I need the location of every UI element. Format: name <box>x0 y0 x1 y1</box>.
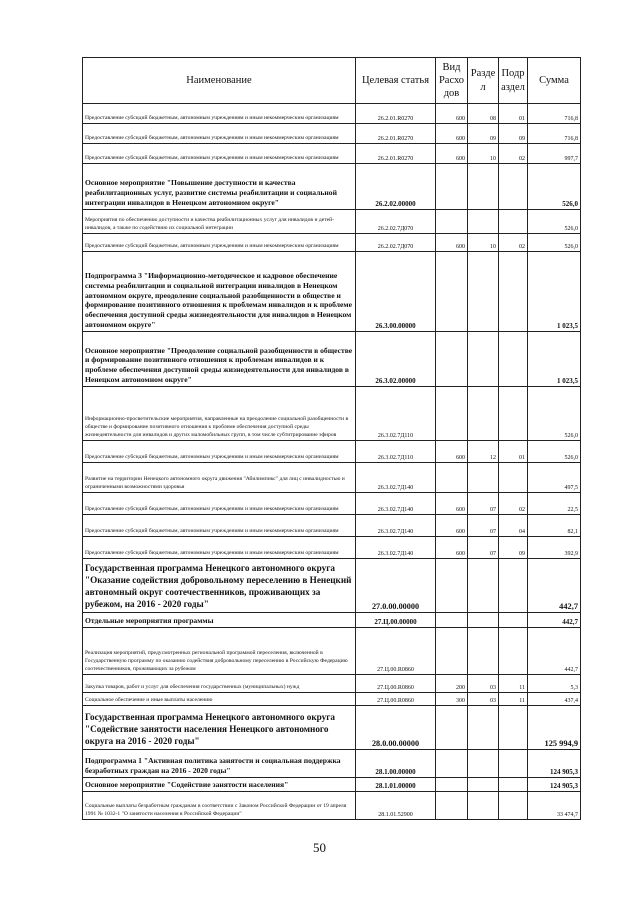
cell-amount: 526,0 <box>528 441 581 463</box>
cell-expense-type: 600 <box>436 537 468 559</box>
cell-section: 10 <box>468 144 499 164</box>
table-row <box>83 537 581 559</box>
table-row <box>83 515 581 537</box>
cell-expense-type <box>436 778 468 792</box>
cell-expense-type <box>436 252 468 332</box>
cell-target-code: 26.3.00.00000 <box>356 252 436 332</box>
cell-subsection <box>499 463 528 493</box>
cell-name: Основное мероприятие "Содействие занятости населения" <box>83 778 356 792</box>
cell-section <box>468 613 499 628</box>
cell-target-code: 26.2.01.R0270 <box>356 144 436 164</box>
cell-name: Мероприятия по обеспечению доступности и качества реабилитационных услуг для инвалидов и детей-инвалидов, а также по содействию их социальной интеграции <box>83 210 356 234</box>
cell-target-code: 26.2.02.7Д070 <box>356 234 436 252</box>
cell-section: 03 <box>468 675 499 693</box>
cell-amount: 125 994,9 <box>528 706 581 750</box>
cell-expense-type: 200 <box>436 675 468 693</box>
cell-name: Информационно-просветительские мероприятия, направленные на преодоление социальной разобщенности в обществе и формирование позитивного отношения к проблеме обеспечения доступной среды жизнедеятельности для инвалидов и других маломобильных групп, в том числе субтитрирование эфиров <box>83 387 356 441</box>
cell-target-code: 26.3.02.7Д140 <box>356 463 436 493</box>
cell-name: Предоставление субсидий бюджетным, автономным учреждениям и иным некоммерческим организациям <box>83 104 356 124</box>
header-amount: Сумма <box>528 58 581 104</box>
cell-expense-type: 600 <box>436 104 468 124</box>
cell-name: Реализация мероприятий, предусмотренных региональной программой переселения, включенной в Государственную программу по оказанию содействия добровольному переселению в Российскую Федерацию соотечественников, проживающих за рубежом <box>83 628 356 675</box>
cell-target-code: 28.1.01.52900 <box>356 792 436 820</box>
cell-target-code: 26.3.02.7Д140 <box>356 537 436 559</box>
cell-target-code: 26.3.02.7Д110 <box>356 387 436 441</box>
table-row <box>83 124 581 144</box>
cell-name: Подпрограмма 3 "Информационно-методическое и кадровое обеспечение системы реабилитации и социальной интеграции инвалидов в Ненецком автономном округе, преодоление социальной разобщенности в обществе и формирование позитивного отношения к проблемам инвалидов и к проблеме обеспечения доступной среды жизнедеятельности для инвалидов в Ненецком автономном округе" <box>83 252 356 332</box>
budget-table <box>82 57 581 820</box>
cell-name: Развитие на территории Ненецкого автономного округа движения "Абилимпикс" для лиц с инвалидностью и ограниченными возможностями здоровья <box>83 463 356 493</box>
cell-name: Государственная программа Ненецкого автономного округа "Содействие занятости населения Ненецкого автономного округа на 2016 - 2020 годы" <box>83 706 356 750</box>
cell-target-code: 26.3.02.7Д140 <box>356 493 436 515</box>
cell-subsection: 04 <box>499 515 528 537</box>
cell-target-code: 27.Ц.00.R0860 <box>356 628 436 675</box>
cell-subsection <box>499 164 528 210</box>
cell-subsection <box>499 628 528 675</box>
cell-amount: 997,7 <box>528 144 581 164</box>
table-row <box>83 387 581 441</box>
cell-name: Предоставление субсидий бюджетным, автономным учреждениям и иным некоммерческим организациям <box>83 144 356 164</box>
cell-subsection: 09 <box>499 124 528 144</box>
header-name: Наименование <box>83 58 356 104</box>
cell-section <box>468 792 499 820</box>
cell-name: Социальное обеспечение и иные выплаты населению <box>83 693 356 706</box>
cell-section: 12 <box>468 441 499 463</box>
cell-amount: 5,3 <box>528 675 581 693</box>
table-row <box>83 234 581 252</box>
table-row <box>83 332 581 387</box>
cell-section <box>468 628 499 675</box>
cell-amount: 124 905,3 <box>528 778 581 792</box>
cell-expense-type <box>436 613 468 628</box>
cell-section <box>468 778 499 792</box>
cell-section <box>468 332 499 387</box>
cell-name: Социальные выплаты безработным гражданам в соответствии с Законом Российской Федерации от 19 апреля 1991 № 1032-1 "О занятости населения в Российской Федерации" <box>83 792 356 820</box>
table-row <box>83 144 581 164</box>
cell-name: Предоставление субсидий бюджетным, автономным учреждениям и иным некоммерческим организациям <box>83 537 356 559</box>
cell-amount: 716,8 <box>528 124 581 144</box>
cell-expense-type: 600 <box>436 234 468 252</box>
cell-expense-type <box>436 164 468 210</box>
cell-expense-type <box>436 210 468 234</box>
cell-target-code: 27.0.00.00000 <box>356 559 436 613</box>
cell-subsection <box>499 750 528 778</box>
cell-amount: 33 474,7 <box>528 792 581 820</box>
table-row <box>83 628 581 675</box>
cell-subsection: 01 <box>499 441 528 463</box>
cell-name: Предоставление субсидий бюджетным, автономным учреждениям и иным некоммерческим организациям <box>83 441 356 463</box>
cell-expense-type: 300 <box>436 693 468 706</box>
cell-expense-type <box>436 463 468 493</box>
cell-section: 03 <box>468 693 499 706</box>
cell-subsection <box>499 792 528 820</box>
cell-amount: 497,5 <box>528 463 581 493</box>
cell-subsection <box>499 252 528 332</box>
cell-section <box>468 559 499 613</box>
header-row <box>83 58 581 104</box>
table-row <box>83 559 581 613</box>
cell-name: Государственная программа Ненецкого автономного округа "Оказание содействия добровольному переселению в Ненецкий автономный округ соотечественников, проживающих за рубежом, на 2016 - 2020 годы" <box>83 559 356 613</box>
cell-name: Предоставление субсидий бюджетным, автономным учреждениям и иным некоммерческим организациям <box>83 124 356 144</box>
cell-target-code: 28.1.00.00000 <box>356 750 436 778</box>
cell-section <box>468 463 499 493</box>
cell-section: 08 <box>468 104 499 124</box>
cell-expense-type <box>436 792 468 820</box>
cell-target-code: 26.2.02.7Д070 <box>356 210 436 234</box>
cell-name: Основное мероприятие "Преодоление социальной разобщенности в обществе и формирование позитивного отношения к проблемам инвалидов и к проблеме обеспечения доступной среды жизнедеятельности для инвалидов в Ненецком автономном округе" <box>83 332 356 387</box>
page-number: 50 <box>313 840 326 855</box>
cell-target-code: 26.3.02.7Д140 <box>356 515 436 537</box>
table-row <box>83 706 581 750</box>
table-row <box>83 750 581 778</box>
cell-target-code: 26.3.02.00000 <box>356 332 436 387</box>
cell-target-code: 26.2.01.R0270 <box>356 124 436 144</box>
cell-subsection: 02 <box>499 234 528 252</box>
cell-amount: 1 023,5 <box>528 332 581 387</box>
cell-target-code: 27.Ц.00.00000 <box>356 613 436 628</box>
cell-section <box>468 387 499 441</box>
cell-section <box>468 252 499 332</box>
cell-amount: 1 023,5 <box>528 252 581 332</box>
cell-subsection: 09 <box>499 537 528 559</box>
table-row <box>83 493 581 515</box>
cell-subsection: 11 <box>499 675 528 693</box>
cell-subsection: 11 <box>499 693 528 706</box>
table-row <box>83 164 581 210</box>
cell-expense-type <box>436 387 468 441</box>
header-subsection: Подр аздел <box>499 58 528 104</box>
cell-amount: 392,9 <box>528 537 581 559</box>
cell-target-code: 27.Ц.00.R0860 <box>356 675 436 693</box>
cell-amount: 716,8 <box>528 104 581 124</box>
table-row <box>83 463 581 493</box>
table-row <box>83 613 581 628</box>
cell-subsection: 01 <box>499 104 528 124</box>
cell-expense-type <box>436 706 468 750</box>
cell-amount: 442,7 <box>528 613 581 628</box>
header-section: Разде л <box>468 58 499 104</box>
header-target: Целевая статья <box>356 58 436 104</box>
cell-target-code: 28.0.00.00000 <box>356 706 436 750</box>
table-row <box>83 675 581 693</box>
cell-subsection <box>499 613 528 628</box>
cell-amount: 124 905,3 <box>528 750 581 778</box>
header-expense-type: Вид Расхо дов <box>436 58 468 104</box>
cell-subsection: 02 <box>499 493 528 515</box>
cell-amount: 442,7 <box>528 559 581 613</box>
cell-section <box>468 210 499 234</box>
cell-target-code: 26.2.02.00000 <box>356 164 436 210</box>
cell-subsection <box>499 210 528 234</box>
cell-subsection <box>499 559 528 613</box>
cell-section: 07 <box>468 537 499 559</box>
cell-expense-type: 600 <box>436 515 468 537</box>
table-row <box>83 792 581 820</box>
table-row <box>83 441 581 463</box>
table-row <box>83 693 581 706</box>
cell-subsection <box>499 778 528 792</box>
cell-expense-type: 600 <box>436 144 468 164</box>
cell-expense-type: 600 <box>436 441 468 463</box>
cell-section <box>468 750 499 778</box>
table-row <box>83 252 581 332</box>
cell-amount: 526,0 <box>528 234 581 252</box>
cell-name: Закупка товаров, работ и услуг для обеспечения государственных (муниципальных) нужд <box>83 675 356 693</box>
cell-section: 09 <box>468 124 499 144</box>
cell-subsection: 02 <box>499 144 528 164</box>
cell-amount: 526,0 <box>528 164 581 210</box>
cell-name: Предоставление субсидий бюджетным, автономным учреждениям и иным некоммерческим организациям <box>83 515 356 537</box>
cell-expense-type <box>436 559 468 613</box>
cell-name: Подпрограмма 1 "Активная политика занятости и социальная поддержка безработных граждан на 2016 - 2020 годы" <box>83 750 356 778</box>
cell-subsection <box>499 387 528 441</box>
cell-amount: 442,7 <box>528 628 581 675</box>
cell-name: Отдельные мероприятия программы <box>83 613 356 628</box>
cell-amount: 82,1 <box>528 515 581 537</box>
cell-section: 07 <box>468 515 499 537</box>
table-row <box>83 778 581 792</box>
cell-amount: 22,5 <box>528 493 581 515</box>
cell-subsection <box>499 332 528 387</box>
cell-target-code: 26.3.02.7Д110 <box>356 441 436 463</box>
cell-target-code: 26.2.01.R0270 <box>356 104 436 124</box>
cell-expense-type <box>436 750 468 778</box>
cell-amount: 526,0 <box>528 387 581 441</box>
cell-subsection <box>499 706 528 750</box>
table-row <box>83 104 581 124</box>
cell-name: Предоставление субсидий бюджетным, автономным учреждениям и иным некоммерческим организациям <box>83 493 356 515</box>
cell-target-code: 27.Ц.00.R0860 <box>356 693 436 706</box>
cell-amount: 437,4 <box>528 693 581 706</box>
cell-name: Основное мероприятие "Повышение доступности и качества реабилитационных услуг, развитие системы реабилитации и социальной интеграции инвалидов в Ненецком автономном округе" <box>83 164 356 210</box>
cell-section <box>468 706 499 750</box>
cell-expense-type <box>436 628 468 675</box>
cell-amount: 526,0 <box>528 210 581 234</box>
cell-expense-type <box>436 332 468 387</box>
table-row <box>83 210 581 234</box>
cell-section: 10 <box>468 234 499 252</box>
cell-name: Предоставление субсидий бюджетным, автономным учреждениям и иным некоммерческим организациям <box>83 234 356 252</box>
cell-target-code: 28.1.01.00000 <box>356 778 436 792</box>
cell-section: 07 <box>468 493 499 515</box>
cell-expense-type: 600 <box>436 124 468 144</box>
cell-section <box>468 164 499 210</box>
cell-expense-type: 600 <box>436 493 468 515</box>
